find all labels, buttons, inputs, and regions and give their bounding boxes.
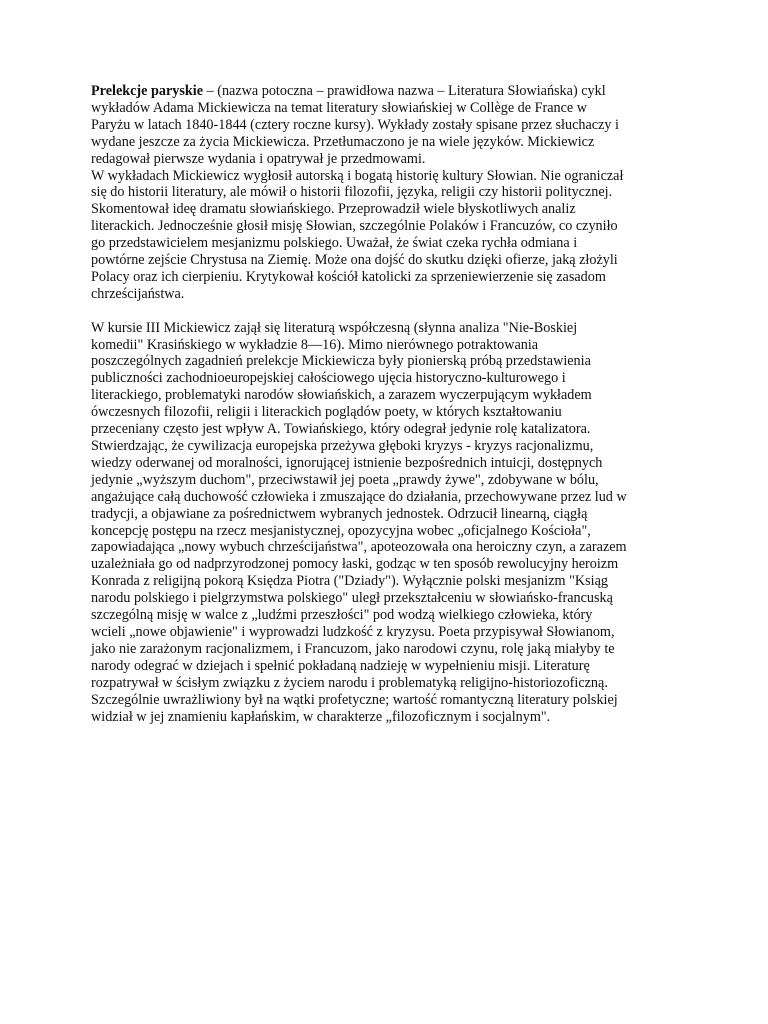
title-term: Prelekcje paryskie	[91, 83, 204, 99]
paragraph-intro	[91, 83, 683, 168]
paragraph-intro-text: – (nazwa potoczna – prawidłowa nazwa – Literatura Słowiańska) cykl wykładów Adama Mickiewicza na temat literatury słowiańskiej w Collège de France w Paryżu w latach 1840-1844 (cztery roczne kursy). Wykłady zostały spisane przez słuchaczy i wydane jeszcze za życia Mickiewicza. Przetłumaczono je na wiele języków. Mickiewicz redagował pierwsze wydania i opatrywał je przedmowami.	[91, 83, 619, 167]
paragraph-spacer	[91, 303, 683, 320]
paragraph-course-three: W kursie III Mickiewicz zajął się literaturą współczesną (słynna analiza "Nie-Boskiej komedii" Krasińskiego w wykładzie 8—16). Mimo nierównego potraktowania poszczególnych zagadnień prelekcje Mickiewicza były pionierską próbą przedstawienia publiczności zachodnioeuropejskiej całościowego ujęcia historyczno-kulturowego i literackiego, problematyki narodów słowiańskich, a zarazem wyczerpującym wykładem ówczesnych filozofii, religii i literackich poglądów poety, w których kształtowaniu przeceniany często jest wpływ A. Towiańskiego, który odegrał jedynie rolę katalizatora. Stwierdzając, że cywilizacja europejska przeżywa głęboki kryzys - kryzys racjonalizmu, wiedzy oderwanej od moralności, ignorującej istnienie bezpośrednich intuicji, dostępnych jedynie „wyższym duchom", przeciwstawił jej poeta „prawdy żywe", zdobywane w bólu, angażujące całą duchowość człowieka i zmuszające do działania, przechowywane przez lud w tradycji, a objawiane za pośrednictwem wybranych jednostek. Odrzucił linearną, ciągłą koncepcję postępu na rzecz mesjanistycznej, opozycyjna wobec „oficjalnego Kościoła", zapowiadająca „nowy wybuch chrześcijaństwa", apoteozowała ona heroiczny czyn, a zarazem uzależniała go od nadprzyrodzonej pomocy łaski, godząc w ten sposób rewolucyjny heroizm Konrada z religijną pokorą Księdza Piotra ("Dziady"). Wyłącznie polski mesjanizm "Ksiąg narodu polskiego i pielgrzymstwa polskiego" uległ przekształceniu w słowiańsko-francuską szczególną misję w walce z „ludźmi przeszłości" pod wodzą wielkiego człowieka, który wcieli „nowe objawienie" i wyprowadzi ludzkość z kryzysu. Poeta przypisywał Słowianom, jako nie zarażonym racjonalizmem, i Francuzom, jako narodowi czynu, rolę jaką miałyby te narody odegrać w dziejach i spełnić pokładaną nadzieję w wypełnieniu misji. Literaturę rozpatrywał w ścisłym związku z życiem narodu i problematyką religijno-historiozoficzną. Szczególnie uwrażliwiony był na wątki profetyczne; wartość romantyczną literatury polskiej widział w jej znamieniu kapłańskim, w charakterze „filozoficznym i socjalnym".	[91, 319, 627, 725]
paragraph-lectures: W wykładach Mickiewicz wygłosił autorską i bogatą historię kultury Słowian. Nie ograniczał się do historii literatury, ale mówił o historii filozofii, języka, religii czy historii politycznej. Skomentował ideę dramatu słowiańskiego. Przeprowadził wiele błyskotliwych analiz literackich. Jednocześnie głosił misję Słowian, szczególnie Polaków i Francuzów, co czyniło go przedstawicielem mesjanizmu polskiego. Uważał, że świat czeka rychła odmiana i powtórne zejście Chrystusa na Ziemię. Może ona dojść do skutku dzięki ofierze, jaką złożyli Polacy oraz ich cierpieniu. Krytykował kościół katolicki za sprzeniewierzenie się zasadom chrześcijaństwa.	[91, 167, 624, 302]
document-page	[91, 83, 683, 725]
